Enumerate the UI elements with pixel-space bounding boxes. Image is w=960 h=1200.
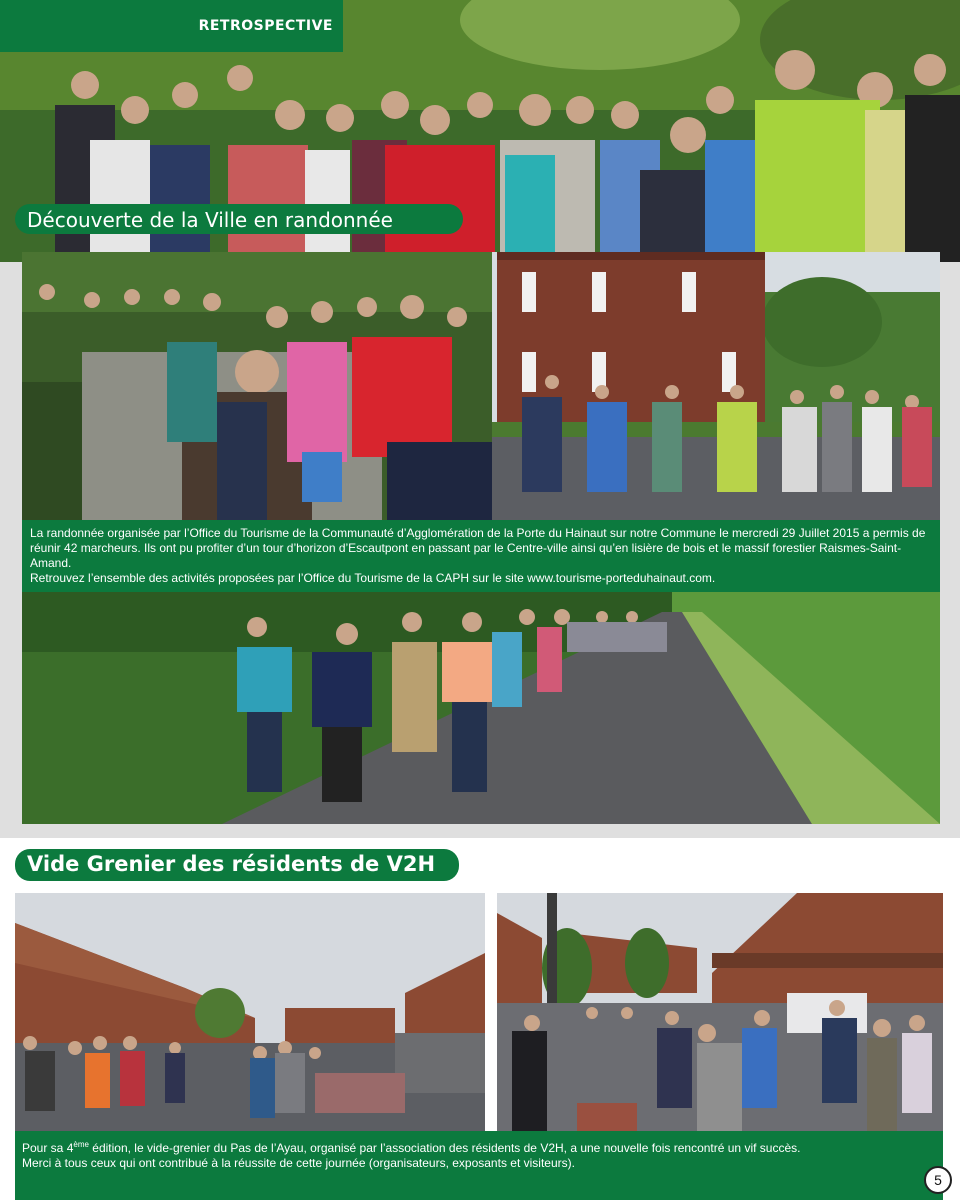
vide-grenier-street-photo — [15, 893, 485, 1131]
brick-building-photo — [492, 252, 940, 520]
vide-grenier-thanks-text: Merci à tous ceux qui ont contribué à la réussite de cette journée (organisateurs, exposants et visiteurs). — [22, 1156, 575, 1170]
section-tag: RETROSPECTIVE — [0, 0, 343, 52]
vide-grenier-crowd-photo — [497, 893, 943, 1131]
walkers-photo — [22, 252, 492, 520]
vide-grenier-title: Vide Grenier des résidents de V2H — [15, 849, 459, 881]
page-number: 5 — [924, 1166, 952, 1194]
randonnee-caption — [22, 520, 940, 592]
randonnee-caption-text: La randonnée organisée par l’Office du Tourisme de la Communauté d’Agglomération de la Porte du Hainaut sur notre Commune le mercredi 29 Juillet 2015 a permis de réunir 42 marcheurs. Ils ont pu profiter d’un tour d’horizon d’Escautpont en passant par le Centre-ville ainsi qu’en lisière de bois et le massif forestier Raismes-Saint-Amand. — [30, 526, 926, 570]
caption-body: édition, le vide-grenier du Pas de l’Ayau, organisé par l’association des résidents de V2H, a une nouvelle fois rencontré un vif succès. — [88, 1141, 801, 1155]
path-walkers-photo — [22, 592, 940, 824]
caption-prefix: Pour sa 4 — [22, 1141, 74, 1155]
vide-grenier-caption — [15, 1131, 943, 1200]
caption-superscript: ème — [73, 1140, 89, 1149]
randonnee-title: Découverte de la Ville en randonnée — [15, 204, 463, 234]
vide-grenier-caption-text — [22, 1137, 936, 1156]
randonnee-caption-link-text: Retrouvez l’ensemble des activités proposées par l’Office du Tourisme de la CAPH sur le site www.tourisme-porteduhainaut.com. — [30, 571, 716, 585]
